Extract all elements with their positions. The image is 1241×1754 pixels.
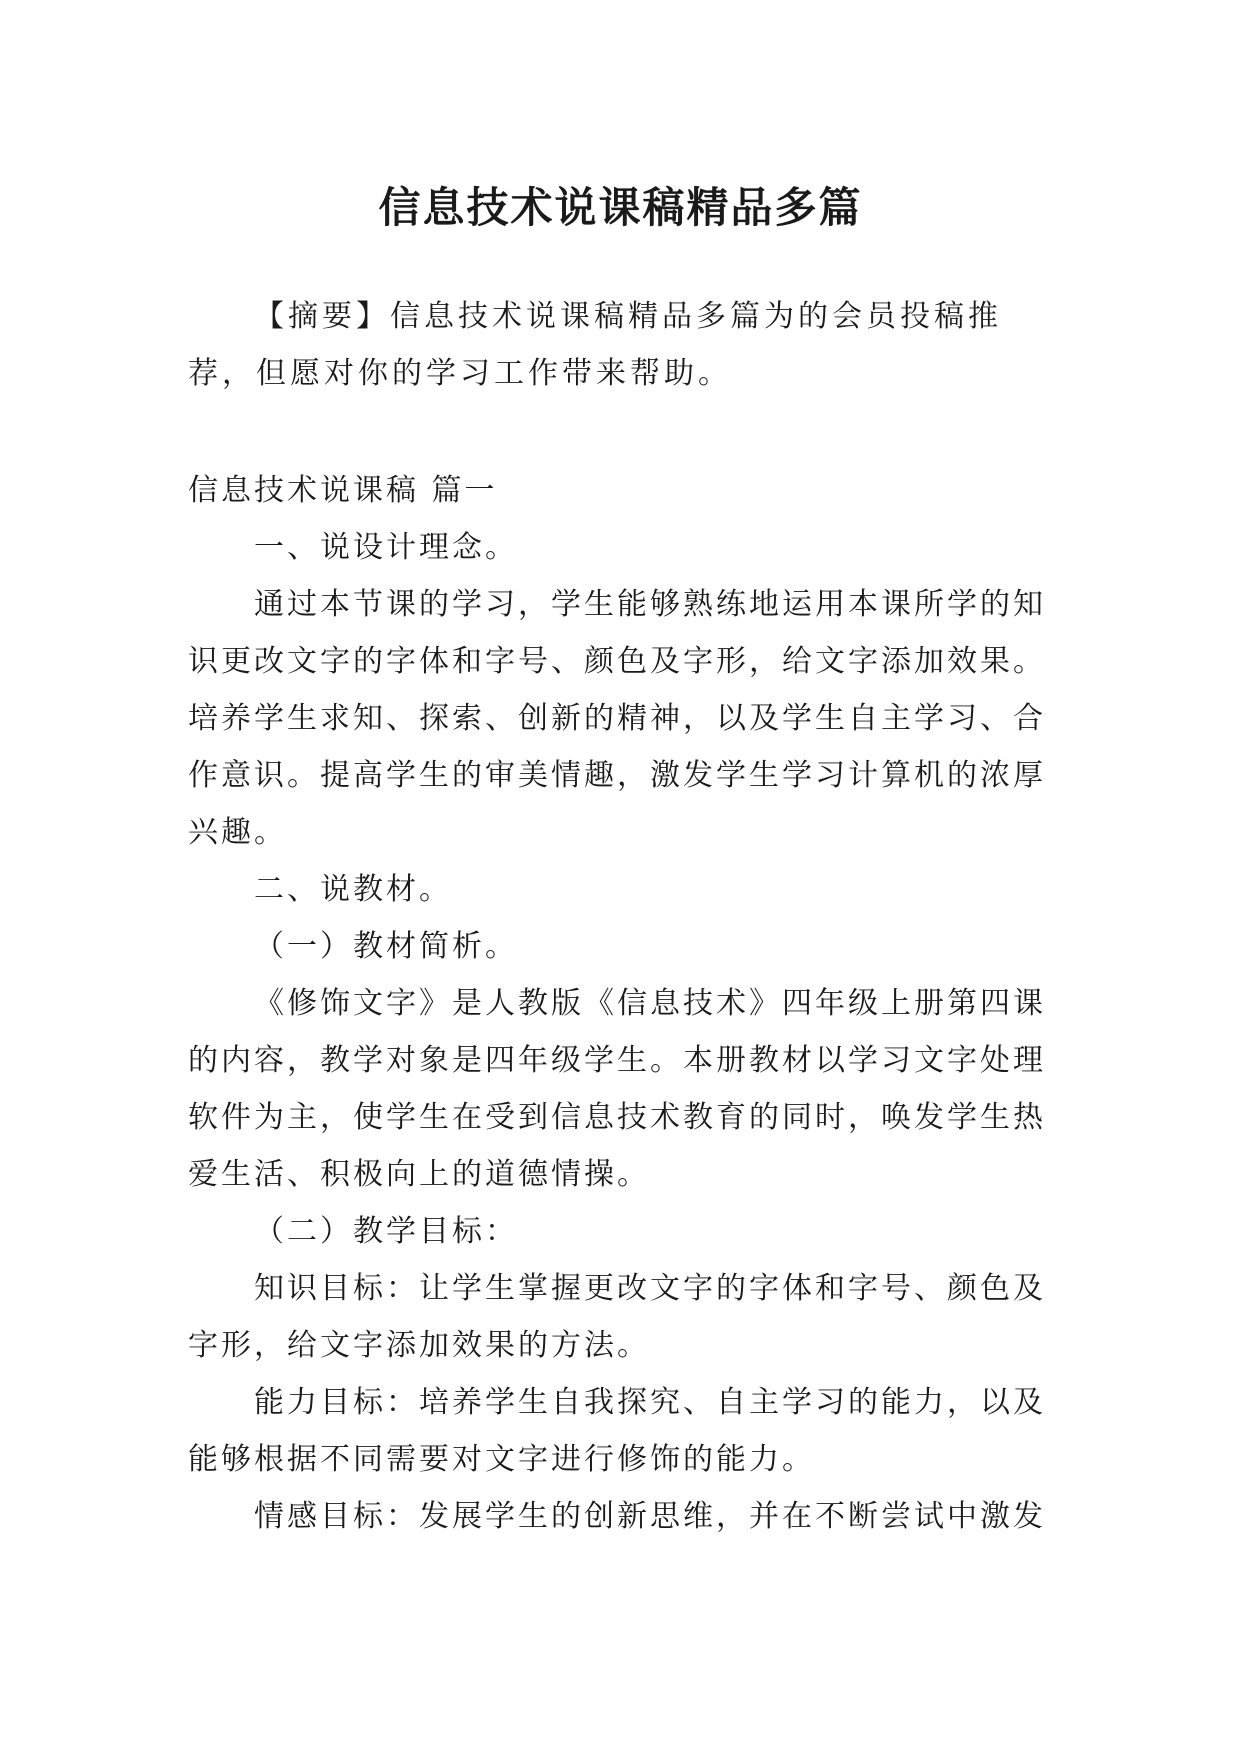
paragraph-textbook-heading: 二、说教材。 bbox=[254, 872, 452, 907]
paragraph-textbook-analysis-heading: （一）教材简析。 bbox=[254, 929, 518, 964]
paragraph-ability-goal: 能力目标：培养学生自我探究、自主学习的能力，以及能够根据不同需要对文字进行修饰的能力。 bbox=[188, 1385, 1046, 1477]
paragraph-design-concept: 通过本节课的学习，学生能够熟练地运用本课所学的知识更改文字的字体和字号、颜色及字形，给文字添加效果。培养学生求知、探索、创新的精神，以及学生自主学习、合作意识。提高学生的审美情趣，激发学生学习计算机的浓厚兴趣。 bbox=[188, 587, 1046, 850]
paragraph-textbook-analysis: 《修饰文字》是人教版《信息技术》四年级上册第四课的内容，教学对象是四年级学生。本册教材以学习文字处理软件为主，使学生在受到信息技术教育的同时，唤发学生热爱生活、积极向上的道德情操。 bbox=[188, 986, 1046, 1192]
paragraph-teaching-goals-heading: （二）教学目标： bbox=[254, 1214, 518, 1249]
section-heading: 信息技术说课稿 篇一 bbox=[188, 473, 498, 508]
paragraph-design-concept-heading: 一、说设计理念。 bbox=[254, 530, 518, 565]
abstract-paragraph: 【摘要】信息技术说课稿精品多篇为的会员投稿推荐，但愿对你的学习工作带来帮助。 bbox=[188, 299, 1002, 391]
paragraph-emotion-goal: 情感目标：发展学生的创新思维，并在不断尝试中激发 bbox=[254, 1499, 1046, 1534]
document-title: 信息技术说课稿精品多篇 bbox=[378, 183, 863, 233]
paragraph-knowledge-goal: 知识目标：让学生掌握更改文字的字体和字号、颜色及字形，给文字添加效果的方法。 bbox=[188, 1271, 1046, 1363]
document-body bbox=[188, 462, 1058, 1545]
